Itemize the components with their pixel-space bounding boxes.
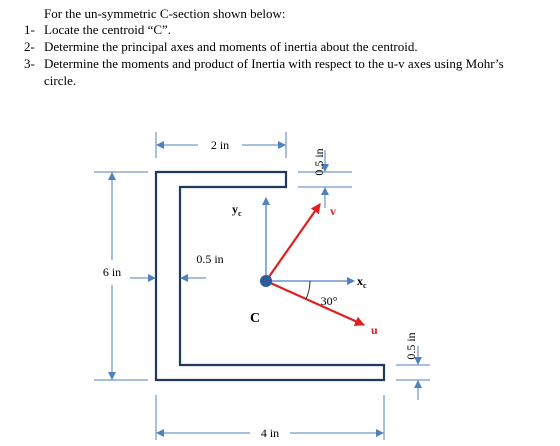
item-1-number: 1- — [24, 22, 35, 37]
dimension-height-label: 6 in — [102, 265, 122, 279]
centroid-dot — [260, 275, 272, 287]
axis-v — [266, 204, 320, 281]
dimension-top-label: 2 in — [210, 138, 230, 152]
angle-label: 30° — [320, 294, 338, 308]
item-3-text: Determine the moments and product of Inertia with respect to the u-v axes using Mohr’s — [44, 56, 504, 71]
item-3-number: 3- — [24, 56, 35, 71]
axis-xc-label: $x_c$ — [357, 274, 367, 290]
dimension-bottom-flange-label: 0.5 in — [404, 332, 418, 360]
centroid-label: C — [249, 311, 261, 326]
axis-u-label: u — [371, 323, 378, 337]
angle-arc — [306, 281, 310, 299]
item-1-text: Locate the centroid “C”. — [44, 22, 172, 37]
dimension-top-flange-label: 0.5 in — [312, 148, 326, 176]
item-3-continuation: circle. — [44, 73, 77, 88]
axis-v-label: v — [330, 204, 336, 218]
axis-yc-label: $y_c$ — [232, 202, 242, 218]
item-2-text: Determine the principal axes and moments of inertia about the centroid. — [44, 39, 418, 54]
dimension-bottom-label: 4 in — [260, 426, 280, 440]
problem-intro: For the un-symmetric C-section shown below: — [44, 6, 286, 21]
dimension-web-label: 0.5 in — [196, 252, 224, 266]
axis-u — [266, 281, 364, 325]
item-2-number: 2- — [24, 39, 35, 54]
